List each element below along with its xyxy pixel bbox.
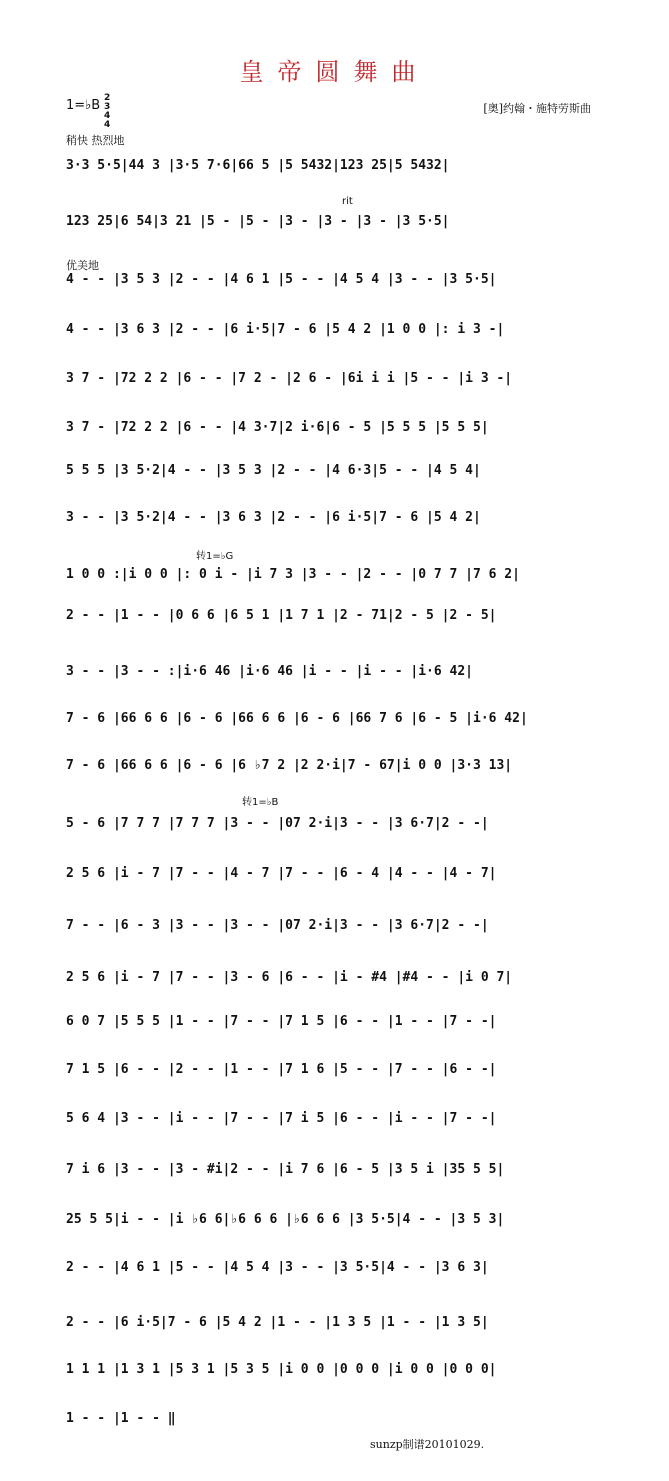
modulation-mark: 转1=♭G bbox=[196, 551, 234, 562]
score-line: 3 7 - |72 2 2 |6 - - |4 3·7|2 i·6|6 - 5 |5 5 5 |5 5 5| bbox=[66, 420, 489, 435]
score-line: 6 0 7 |5 5 5 |1 - - |7 - - |7 1 5 |6 - - |1 - - |7 - -| bbox=[66, 1014, 497, 1029]
score-line: 4 - - |3 5 3 |2 - - |4 6 1 |5 - - |4 5 4 |3 - - |3 5·5| bbox=[66, 272, 497, 287]
score-line: 7 - 6 |66 6 6 |6 - 6 |66 6 6 |6 - 6 |66 7 6 |6 - 5 |i·6 42| bbox=[66, 711, 528, 726]
score-line: 1 1 1 |1 3 1 |5 3 1 |5 3 5 |i 0 0 |0 0 0 |i 0 0 |0 0 0| bbox=[66, 1362, 497, 1377]
rit-mark: rit bbox=[342, 196, 353, 207]
score-line: 2 - - |1 - - |0 6 6 |6 5 1 |1 7 1 |2 - 71|2 - 5 |2 - 5| bbox=[66, 608, 497, 623]
score-line: 2 5 6 |i - 7 |7 - - |4 - 7 |7 - - |6 - 4 |4 - - |4 - 7| bbox=[66, 866, 497, 881]
score-line: 3·3 5·5|44 3 |3·5 7·6|66 5 |5 5432|123 25|5 5432| bbox=[66, 158, 450, 173]
score-line: 25 5 5|i - - |i ♭6 6|♭6 6 6 |♭6 6 6 |3 5·5|4 - - |3 5 3| bbox=[66, 1212, 505, 1227]
score-line: 7 1 5 |6 - - |2 - - |1 - - |7 1 6 |5 - - |7 - - |6 - -| bbox=[66, 1062, 497, 1077]
score-line: 3 - - |3 - - :|i·6 46 |i·6 46 |i - - |i - - |i·6 42| bbox=[66, 664, 473, 679]
tempo-mark: 稍快 热烈地 bbox=[66, 134, 125, 147]
score-line: 1 0 0 :|i 0 0 |: 0 i - |i 7 3 |3 - - |2 - - |0 7 7 |7 6 2| bbox=[66, 567, 520, 582]
footer-credit: sunzp制谱20101029. bbox=[370, 1438, 485, 1451]
score-line: 5 - 6 |7 7 7 |7 7 7 |3 - - |07 2·i|3 - - |3 6·7|2 - -| bbox=[66, 816, 489, 831]
score-line: 2 - - |4 6 1 |5 - - |4 5 4 |3 - - |3 5·5|4 - - |3 6 3| bbox=[66, 1260, 489, 1275]
score-line: 123 25|6 54|3 21 |5 - |5 - |3 - |3 - |3 - |3 5·5| bbox=[66, 214, 450, 229]
score-line: 2 5 6 |i - 7 |7 - - |3 - 6 |6 - - |i - #4 |#4 - - |i 0 7| bbox=[66, 970, 513, 985]
score-line: 2 - - |6 i·5|7 - 6 |5 4 2 |1 - - |1 3 5 |1 - - |1 3 5| bbox=[66, 1315, 489, 1330]
score-line: 5 6 4 |3 - - |i - - |7 - - |7 i 5 |6 - - |i - - |7 - -| bbox=[66, 1111, 497, 1126]
score-line: 4 - - |3 6 3 |2 - - |6 i·5|7 - 6 |5 4 2 |1 0 0 |: i 3 -| bbox=[66, 322, 505, 337]
score-line: 1 - - |1 - - ‖ bbox=[66, 1411, 176, 1426]
score-line: 3 7 - |72 2 2 |6 - - |7 2 - |2 6 - |6i i i |5 - - |i 3 -| bbox=[66, 371, 513, 386]
key-label: 1=♭B bbox=[66, 98, 101, 113]
key-signature bbox=[66, 93, 111, 130]
expression-mark: 优美地 bbox=[66, 259, 99, 272]
time-signature: 2 3 4 4 bbox=[104, 93, 111, 130]
score-line: 7 - - |6 - 3 |3 - - |3 - - |07 2·i|3 - - |3 6·7|2 - -| bbox=[66, 918, 489, 933]
score-line: 7 i 6 |3 - - |3 - #i|2 - - |i 7 6 |6 - 5 |3 5 i |35 5 5| bbox=[66, 1162, 505, 1177]
score-line: 7 - 6 |66 6 6 |6 - 6 |6 ♭7 2 |2 2·i|7 - 67|i 0 0 |3·3 13| bbox=[66, 758, 513, 773]
composer: [奥]约翰・施特劳斯曲 bbox=[483, 102, 591, 115]
modulation-mark: 转1=♭B bbox=[242, 797, 279, 808]
score-line: 3 - - |3 5·2|4 - - |3 6 3 |2 - - |6 i·5|7 - 6 |5 4 2| bbox=[66, 510, 481, 525]
page-title: 皇帝圆舞曲 bbox=[239, 58, 430, 86]
score-line: 5 5 5 |3 5·2|4 - - |3 5 3 |2 - - |4 6·3|5 - - |4 5 4| bbox=[66, 463, 481, 478]
